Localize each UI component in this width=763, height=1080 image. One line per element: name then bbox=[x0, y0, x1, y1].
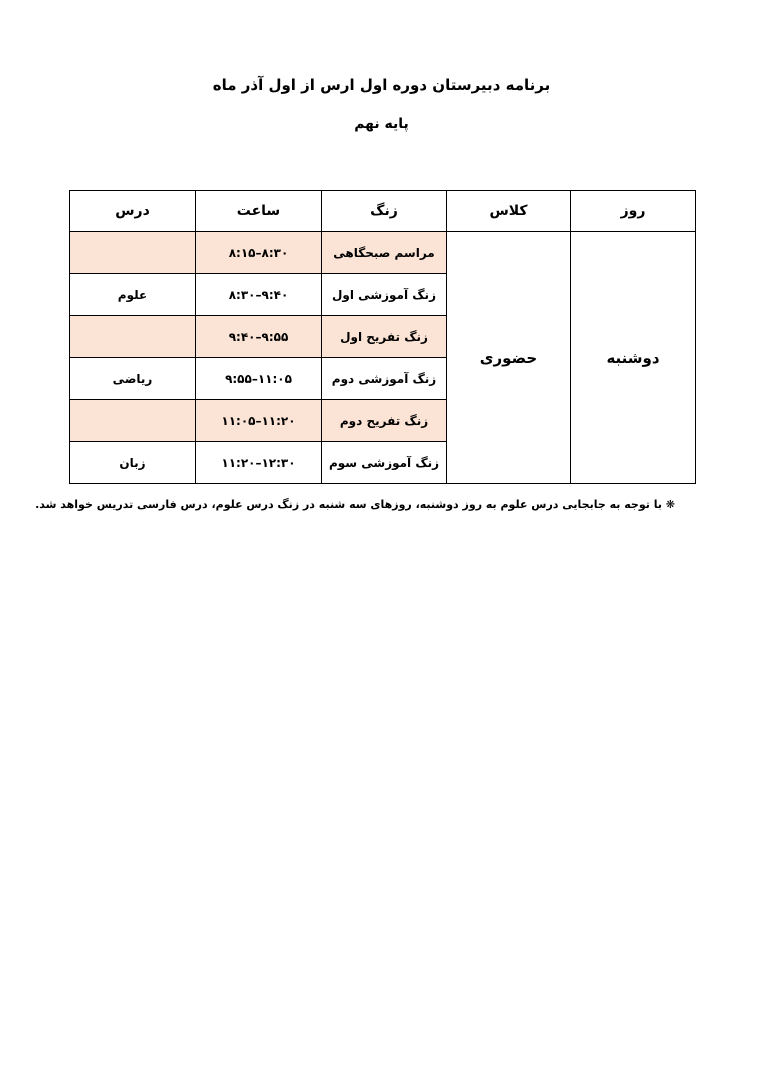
header-time: ساعت bbox=[196, 191, 322, 232]
time-cell: ۸:۳۰–۹:۴۰ bbox=[196, 274, 322, 316]
bell-cell: مراسم صبحگاهی bbox=[322, 232, 447, 274]
page-subtitle: پایه نهم bbox=[354, 116, 409, 132]
bell-cell: زنگ آموزشی اول bbox=[322, 274, 447, 316]
subject-cell bbox=[70, 400, 196, 442]
schedule-table bbox=[69, 190, 696, 484]
time-cell: ۸:۱۵–۸:۳۰ bbox=[196, 232, 322, 274]
table-row bbox=[70, 232, 696, 274]
day-cell: دوشنبه bbox=[571, 232, 696, 484]
header-day: روز bbox=[571, 191, 696, 232]
header-subject: درس bbox=[70, 191, 196, 232]
table-header-row bbox=[70, 191, 696, 232]
header-bell: زنگ bbox=[322, 191, 447, 232]
bell-cell: زنگ تفریح اول bbox=[322, 316, 447, 358]
time-cell: ۹:۴۰–۹:۵۵ bbox=[196, 316, 322, 358]
time-cell: ۱۱:۰۵–۱۱:۲۰ bbox=[196, 400, 322, 442]
time-cell: ۹:۵۵–۱۱:۰۵ bbox=[196, 358, 322, 400]
footnote: ❋ با توجه به جابجایی درس علوم به روز دوشنبه، روزهای سه شنبه در زنگ درس علوم، درس فارسی تدریس خواهد شد. bbox=[35, 498, 675, 511]
time-cell: ۱۱:۲۰–۱۲:۳۰ bbox=[196, 442, 322, 484]
bell-cell: زنگ تفریح دوم bbox=[322, 400, 447, 442]
subject-cell: ریاضی bbox=[70, 358, 196, 400]
subject-cell: علوم bbox=[70, 274, 196, 316]
header-class: کلاس bbox=[447, 191, 571, 232]
subject-cell: زبان bbox=[70, 442, 196, 484]
page-title: برنامه دبیرستان دوره اول ارس از اول آذر ماه bbox=[212, 76, 551, 94]
bell-cell: زنگ آموزشی سوم bbox=[322, 442, 447, 484]
class-type-cell: حضوری bbox=[447, 232, 571, 484]
bell-cell: زنگ آموزشی دوم bbox=[322, 358, 447, 400]
subject-cell bbox=[70, 232, 196, 274]
subject-cell bbox=[70, 316, 196, 358]
